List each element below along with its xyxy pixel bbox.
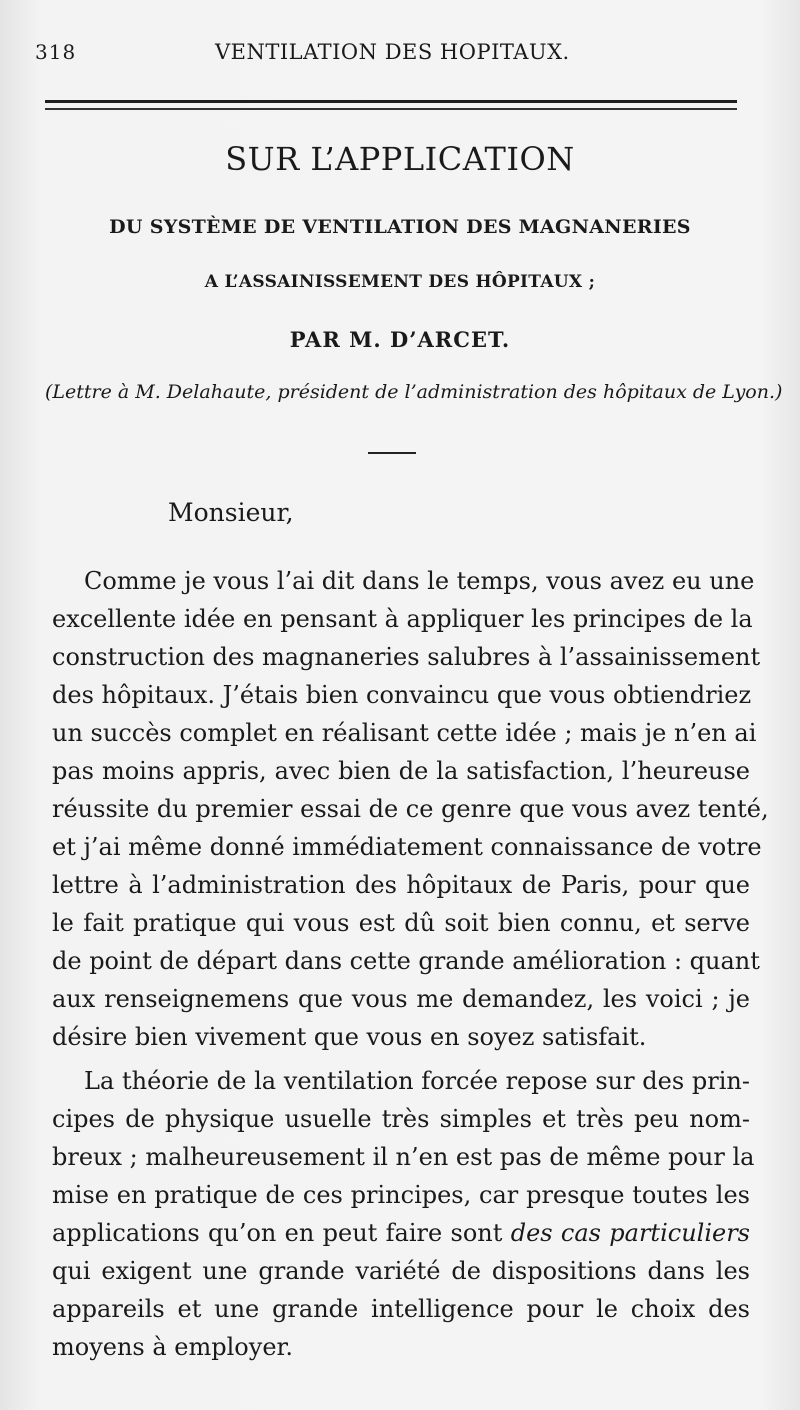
paragraph-line: et j’ai même donné immédiatement connaissance de votre [52,833,762,861]
paragraph-line: de point de départ dans cette grande amélioration : quant [52,947,760,975]
paragraph-line [52,1218,750,1248]
paragraph-line: Comme je vous l’ai dit dans le temps, vous avez eu une [84,567,755,595]
page-number: 318 [35,40,77,64]
paragraph-line: lettre à l’administration des hôpitaux de Paris, pour que [52,871,750,899]
paragraph-line: désire bien vivement que vous en soyez satisfait. [52,1023,647,1051]
paragraph-line: le fait pratique qui vous est dû soit bien connu, et serve [52,909,750,937]
italic-phrase: des cas particuliers [510,1219,750,1247]
letter-note: (Lettre à M. Delahaute, président de l’administration des hôpitaux de Lyon.) [45,381,783,403]
salutation: Monsieur, [168,498,294,527]
paragraph-line: réussite du premier essai de ce genre que vous avez tenté, [52,795,769,823]
paragraph-line-text: applications qu’on en peut faire sont [52,1219,503,1247]
section-divider [368,452,416,454]
paragraph-line: La théorie de la ventilation forcée repose sur des prin- [84,1067,750,1095]
paragraph-line: des hôpitaux. J’étais bien convaincu que vous obtiendriez [52,681,752,709]
paragraph-line: pas moins appris, avec bien de la satisfaction, l’heureuse [52,757,750,785]
paragraph-line: appareils et une grande intelligence pour le choix des [52,1295,750,1323]
article-title: SUR L’APPLICATION [225,140,575,178]
header-rule-thin [45,108,737,110]
article-subtitle-line1: DU SYSTÈME DE VENTILATION DES MAGNANERIES [109,216,691,238]
paragraph-line: mise en pratique de ces principes, car presque toutes les [52,1181,750,1209]
paragraph-line: excellente idée en pensant à appliquer les principes de la [52,605,753,633]
header-rule-thick [45,100,737,103]
paragraph-line: aux renseignemens que vous me demandez, les voici ; je [52,985,750,1013]
article-author: PAR M. D’ARCET. [289,327,511,352]
paragraph-line: un succès complet en réalisant cette idée ; mais je n’en ai [52,719,757,747]
paragraph-line: moyens à employer. [52,1333,293,1361]
paragraph-line: breux ; malheureusement il n’en est pas de même pour la [52,1143,755,1171]
running-title: VENTILATION DES HOPITAUX. [215,40,570,64]
paragraph-line: qui exigent une grande variété de dispositions dans les [52,1257,750,1285]
running-header [35,40,738,74]
paragraph-line: cipes de physique usuelle très simples et très peu nom- [52,1105,750,1133]
article-subtitle-line2: A L’ASSAINISSEMENT DES HÔPITAUX ; [204,272,596,292]
paragraph-line: construction des magnaneries salubres à l’assainissement [52,643,761,671]
